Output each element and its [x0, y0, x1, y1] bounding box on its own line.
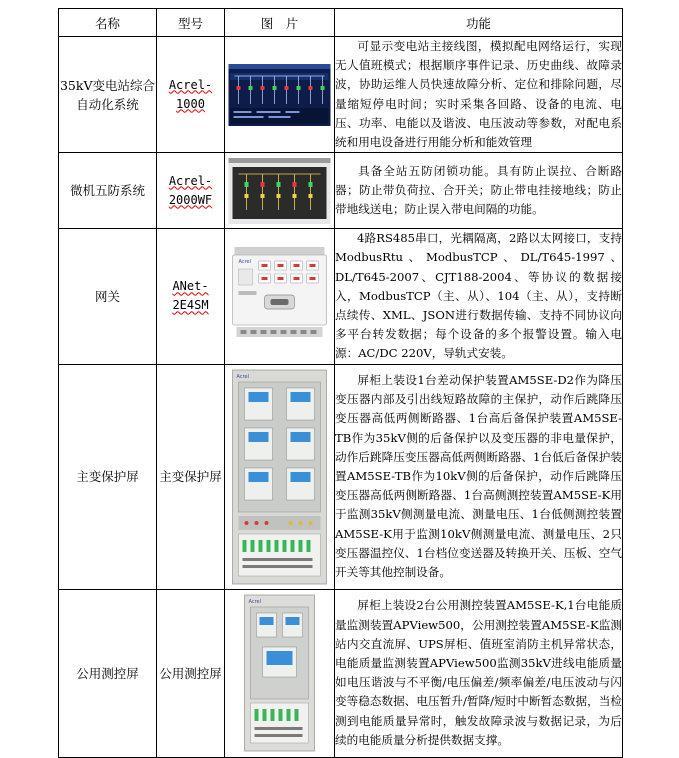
row-function: 具备全站五防闭锁功能。具有防止误拉、合断路器；防止带负荷拉、合开关；防止带电挂接地线；防止带地线送电；防止误入带电间隔的功能。 [335, 153, 623, 229]
protection-cabinet-image [225, 368, 334, 586]
header-name: 名称 [59, 9, 157, 37]
table-row [59, 229, 623, 364]
row-model: Acrel-1000 [157, 37, 225, 153]
row-name: 公用测控屏 [59, 589, 157, 757]
row-image [225, 37, 335, 153]
table-row [59, 589, 623, 757]
row-function: 屏柜上装设2台公用测控装置AM5SE-K,1台电能质量监测装置APView500，公用测控装置AM5SE-K监测站内交直流屏、UPS屏柜、值班室消防主机异常状态，电能质量监测装置APView500监测35kV进线电能质量如电压谐波与不平衡/电压偏差/频率偏差/电压波动与闪变等稳态数据、电压暂升/暂降/短时中断暂态数据，当检测到电能质量异常时，触发故障录波与数据记录，为后续的电能质量分析提供数据支撑。 [335, 589, 623, 757]
row-function: 4路RS485串口，光耦隔离，2路以太网接口，支持ModbusRtu、ModbusTCP、DL/T645-1997、DL/T645-2007、CJT188-2004、等协议的数据接入，ModbusTCP（主、从）、104（主、从），支持断点续传、XML、JSON进行数据传输、支持不同协议向多平台转发数据；每个设备的多个报警设置。输入电源：AC/DC 220V，导轨式安装。 [335, 229, 623, 364]
svg-text:Acrel: Acrel [248, 599, 261, 606]
row-model: 公用测控屏 [157, 589, 225, 757]
svg-text:Acrel: Acrel [238, 259, 251, 266]
row-model: ANet-2E4SM [157, 229, 225, 364]
gateway-device-image [225, 241, 334, 351]
row-function: 屏柜上装设1台差动保护装置AM5SE-D2作为降压变压器内部及引出线短路故障的主保护，动作后跳降压变压器高低两侧断路器、1台高后备保护装置AM5SE-TB作为35kV侧的后备保护以及变压器的非电量保护，动作后跳降压变压器高低两侧断路器、1台低后备保护装置AM5SE-TB作为10kV侧的后备保护，动作后跳降压变压器高低两侧断路器、1台高侧测控装置AM5SE-K用于监测35kV侧测量电流、测量电压、1台低侧测控装置AM5SE-K用于监测10kV侧测量电流、测量电压、2只变压器温控仪、1台档位变送器及转换开关、压板、空气开关等其他控制设备。 [335, 364, 623, 589]
row-name: 35kV变电站综合自动化系统 [59, 37, 157, 153]
row-model: Acrel-2000WF [157, 153, 225, 229]
measure-control-cabinet-image [225, 593, 334, 753]
product-table [58, 8, 623, 758]
five-prevention-diagram-image [225, 158, 334, 224]
row-image [225, 229, 335, 364]
header-function: 功能 [335, 9, 623, 37]
svg-text:Acrel: Acrel [236, 373, 249, 380]
row-image [225, 153, 335, 229]
header-image: 图 片 [225, 9, 335, 37]
table-header-row [59, 9, 623, 37]
table-row [59, 364, 623, 589]
row-image [225, 364, 335, 589]
row-name: 网关 [59, 229, 157, 364]
header-model: 型号 [157, 9, 225, 37]
table-row [59, 37, 623, 153]
row-image [225, 589, 335, 757]
row-name: 微机五防系统 [59, 153, 157, 229]
row-model: 主变保护屏 [157, 364, 225, 589]
row-name: 主变保护屏 [59, 364, 157, 589]
table-row [59, 153, 623, 229]
row-function: 可显示变电站主接线图，模拟配电网络运行，实现无人值班模式；根据顺序事件记录、历史曲线、故障录波，协助运维人员快速故障分析、定位和排除问题，尽量缩短停电时间；实时采集各回路、设备的电流、电压、功率、电能以及谐波、电压波动等参数，对配电系统和用电设备进行用能分析和能效管理 [335, 37, 623, 153]
scada-screen-image [225, 64, 334, 126]
